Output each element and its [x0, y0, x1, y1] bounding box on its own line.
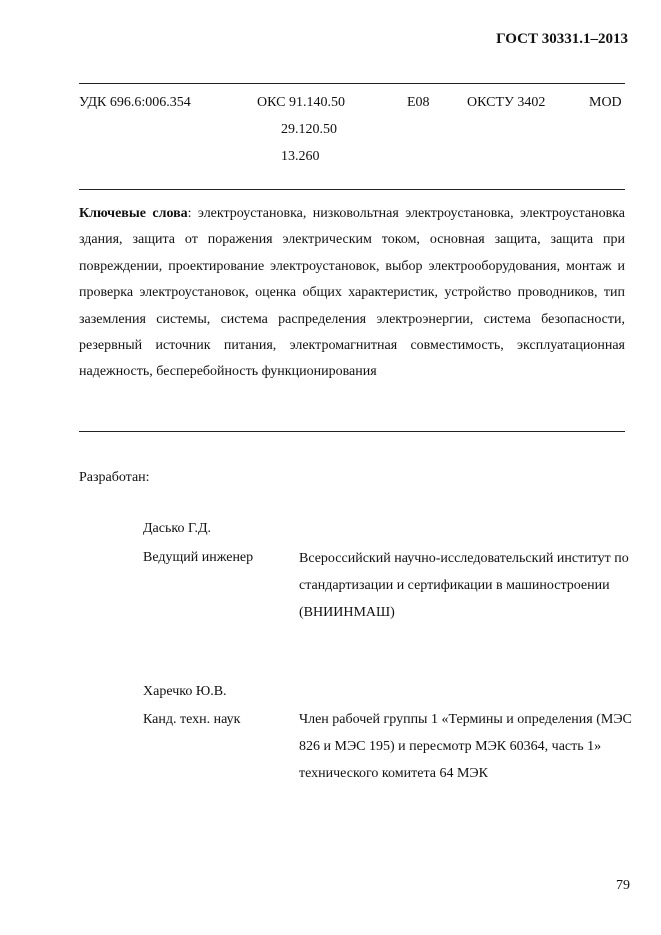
developer-org-1: Всероссийский научно-исследовательский институт по стандартизации и сертификации в машиностроении (ВНИИНМАШ)	[299, 551, 629, 620]
page-number: 79	[616, 878, 630, 893]
classification-divider	[79, 189, 625, 190]
keywords-text: : электроустановка, низковольтная электроустановка, электроустановка здания, защита от поражения электрическим током, основная защита, защита при повреждении, проектирование электроустановок, выбор электрооборудования, монтаж и проверка электроустановок, оценка общих характеристик, устройство проводников, тип заземления системы, система распределения электроэнергии, система безопасности, резервный источник питания, электромагнитная совместимость, эксплуатационная надежность, бесперебойность функционирования	[79, 206, 625, 380]
mod-label: MOD	[589, 95, 622, 110]
keywords-paragraph	[79, 201, 625, 386]
group-code: Е08	[407, 95, 430, 110]
okstu-code: ОКСТУ 3402	[467, 95, 546, 110]
developer-title-1: Ведущий инженер	[143, 550, 254, 565]
developer-org-2: Член рабочей группы 1 «Термины и определения (МЭС 826 и МЭС 195) и пересмотр МЭК 60364, часть 1» технического комитета 64 МЭК	[299, 712, 632, 781]
oks-code-2: 29.120.50	[281, 122, 337, 137]
oks-code-1: ОКС 91.140.50	[257, 95, 345, 110]
top-divider	[79, 83, 625, 84]
developer-name-1: Дасько Г.Д.	[143, 521, 212, 536]
keywords-label: Ключевые слова	[79, 206, 188, 221]
developers-heading: Разработан:	[79, 470, 150, 485]
developer-name-2: Харечко Ю.В.	[143, 684, 227, 699]
developer-title-2: Канд. техн. наук	[143, 712, 241, 727]
udk-code: УДК 696.6:006.354	[79, 95, 191, 110]
standard-designation: ГОСТ 30331.1–2013	[496, 31, 628, 47]
oks-code-3: 13.260	[281, 149, 320, 164]
keywords-divider	[79, 431, 625, 432]
